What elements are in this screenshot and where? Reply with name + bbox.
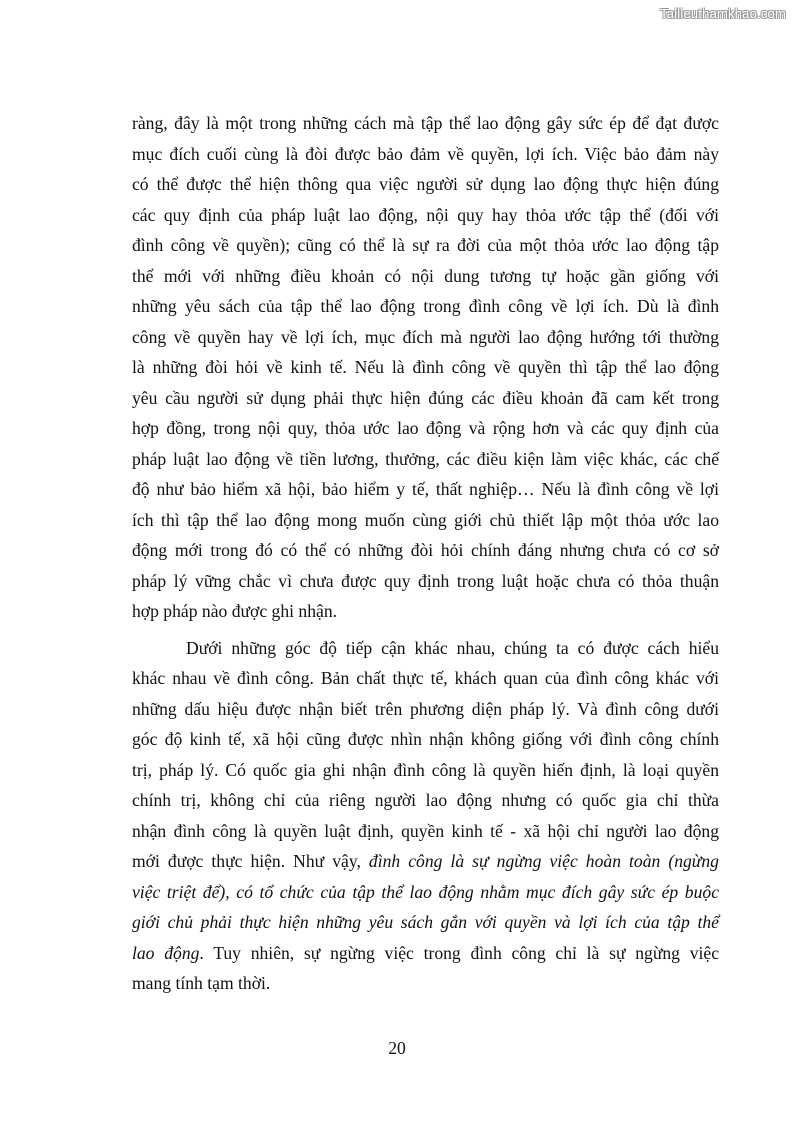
text-line: hợp pháp nào được ghi nhận.: [132, 601, 338, 621]
text-line: có thể được thể hiện thông qua việc người sử dụng lao động thực hiện đúng: [132, 174, 719, 194]
page-number: 20: [388, 1038, 406, 1058]
text-line: mục đích cuối cùng là đòi được bảo đảm về quyền, lợi ích. Việc bảo đảm này: [132, 143, 719, 164]
text-line: các quy định của pháp luật lao động, nội quy hay thỏa ước tập thể (đối với: [132, 204, 719, 225]
text-line-definition-start: [132, 846, 719, 877]
text-line: ràng, đây là một trong những cách mà tập thể lao động gây sức ép để đạt được: [132, 113, 719, 133]
text-line: nhận đình công là quyền luật định, quyền kinh tế - xã hội chỉ người lao động: [132, 820, 719, 841]
text-line: chính trị, không chỉ của riêng người lao động nhưng có quốc gia chỉ thừa: [132, 790, 719, 810]
text-line: đình công về quyền); cũng có thể là sự ra đời của một thỏa ước lao động tập: [132, 235, 719, 255]
paragraph-2: [132, 633, 719, 999]
text-line: trị, pháp lý. Có quốc gia ghi nhận đình công là quyền hiến định, là loại quyền: [132, 759, 719, 780]
text-line: hợp đồng, trong nội quy, thỏa ước lao động và rộng hơn và các quy định của: [132, 418, 719, 438]
text-line: là những đòi hỏi về kinh tế. Nếu là đình công về quyền thì tập thể lao động: [132, 357, 719, 377]
text-line-definition: [132, 877, 719, 908]
text-line: mang tính tạm thời.: [132, 973, 271, 993]
text-line: pháp lý vững chắc vì chưa được quy định trong luật hoặc chưa có thỏa thuận: [132, 570, 719, 591]
text-line: thể mới với những điều khoản có nội dung tương tự hoặc gần giống với: [132, 265, 719, 286]
document-body: [132, 108, 719, 999]
text-line: ích thì tập thể lao động mong muốn cùng giới chủ thiết lập một thỏa ước lao: [132, 509, 719, 530]
definition-text: việc triệt để), có tổ chức của tập thể lao động nhằm mục đích gây sức ép buộc: [132, 881, 719, 902]
text-line: công về quyền hay về lợi ích, mục đích mà người lao động hướng tới thường: [132, 326, 719, 347]
text-line: động mới trong đó có thể có những đòi hỏi chính đáng nhưng chưa có cơ sở: [132, 540, 719, 560]
definition-text: đình công là sự ngừng việc hoàn toàn (ngừng: [368, 851, 719, 871]
plain-text: . Tuy nhiên, sự ngừng việc trong đình công chỉ là sự ngừng việc: [199, 942, 719, 963]
text-line: độ như bảo hiểm xã hội, bảo hiểm y tế, thất nghiệp… Nếu là đình công về lợi: [132, 479, 719, 499]
text-line-definition-end: [132, 938, 719, 969]
text-line: yêu cầu người sử dụng phải thực hiện đúng các điều khoản đã cam kết trong: [132, 387, 719, 408]
watermark-text: Tailieuthamkhao.com: [660, 6, 786, 21]
paragraph-1: [132, 108, 719, 627]
text-line: góc độ kinh tế, xã hội cũng được nhìn nhận không giống với đình công chính: [132, 729, 719, 749]
definition-text: giới chủ phải thực hiện những yêu sách gắn với quyền và lợi ích của tập thể: [132, 912, 719, 932]
text-line-definition: [132, 907, 719, 938]
text-line: pháp luật lao động về tiền lương, thưởng, các điều kiện làm việc khác, các chế: [132, 448, 719, 469]
text-line: khác nhau về đình công. Bản chất thực tế, khách quan của đình công khác với: [132, 668, 719, 688]
text-line: những yêu sách của tập thể lao động trong đình công về lợi ích. Dù là đình: [132, 296, 719, 316]
text-line: những dấu hiệu được nhận biết trên phương diện pháp lý. Và đình công dưới: [132, 698, 719, 719]
definition-text: lao động: [132, 942, 200, 963]
text-line: Dưới những góc độ tiếp cận khác nhau, chúng ta có được cách hiểu: [186, 637, 719, 658]
plain-text: mới được thực hiện. Như vậy,: [132, 851, 369, 871]
